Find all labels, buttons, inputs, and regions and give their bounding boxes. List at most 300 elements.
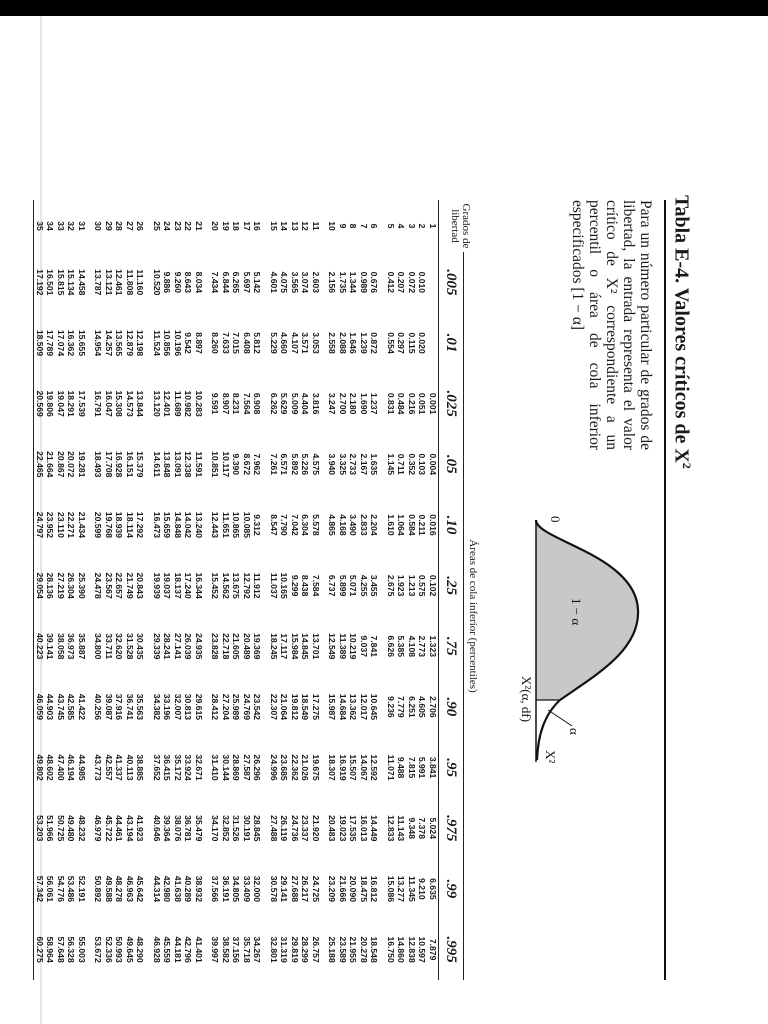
value-cell: 31.319 (279, 936, 290, 963)
value-cell: 0.211 (417, 514, 428, 536)
value-cell: 36.191 (221, 875, 231, 903)
percentile-span-header: Áreas de cola inferior (percentiles) (464, 252, 483, 980)
value-cell: 2.773 (417, 635, 428, 658)
value-cell: 3.841 (428, 756, 438, 779)
table-row (311, 200, 328, 980)
value-cell: 4.168 (338, 514, 348, 536)
value-cell: 55.003 (77, 936, 87, 963)
value-cell: 13.701 (311, 633, 321, 660)
value-cell: 44.985 (77, 754, 87, 781)
value-cell: 10.865 (231, 511, 242, 539)
value-cell: 34.800 (93, 633, 104, 660)
value-cell: 16.151 (125, 451, 135, 478)
value-cell: 22.307 (269, 693, 279, 721)
table-row (93, 200, 104, 980)
value-cell: 52.336 (104, 936, 114, 963)
value-cell: 2.088 (338, 332, 348, 354)
critical-values-table (34, 200, 483, 980)
value-cell: 32.620 (114, 633, 125, 660)
value-cell: 10.283 (194, 390, 204, 417)
value-cell: 1.344 (348, 271, 359, 294)
value-cell: 3.565 (290, 271, 300, 294)
value-cell: 15.086 (386, 875, 396, 903)
value-cell: 13.362 (348, 693, 359, 721)
value-cell: 5.229 (269, 332, 279, 354)
value-cell: 31.528 (125, 633, 135, 660)
value-cell: 26.119 (279, 815, 290, 842)
df-cell: 15 (269, 221, 279, 231)
value-cell: 15.655 (77, 329, 87, 357)
df-cell: 20 (210, 221, 221, 231)
column-header: .005 (439, 252, 464, 313)
value-cell: 26.039 (183, 633, 194, 660)
table-row (104, 200, 115, 980)
value-cell: 8.260 (210, 332, 221, 354)
value-cell: 39.141 (45, 633, 56, 660)
value-cell: 4.075 (279, 271, 290, 294)
value-cell: 6.635 (428, 878, 438, 900)
value-cell: 4.865 (327, 514, 338, 536)
value-cell: 20.278 (359, 936, 369, 963)
value-cell: 17.539 (77, 390, 87, 417)
value-cell: 0.020 (417, 332, 428, 354)
value-cell: 19.047 (56, 390, 66, 417)
value-cell: 12.792 (242, 572, 252, 599)
value-cell: 0.831 (386, 392, 396, 415)
value-cell: 8.034 (194, 271, 204, 294)
value-cell: 45.559 (162, 936, 173, 963)
value-cell: 17.192 (34, 252, 45, 313)
table-row (173, 200, 184, 980)
df-cell: 26 (135, 221, 146, 231)
value-cell: 25.188 (327, 936, 338, 963)
value-cell: 11.389 (338, 633, 348, 660)
value-cell: 35.718 (242, 936, 252, 963)
value-cell: 1.064 (396, 514, 407, 536)
value-cell: 15.452 (210, 572, 221, 599)
value-cell: 1.646 (348, 332, 359, 354)
value-cell: 10.520 (152, 269, 162, 296)
table-row (386, 200, 397, 980)
value-cell: 44.314 (152, 875, 162, 903)
value-cell: 16.501 (45, 269, 56, 296)
value-cell: 7.633 (221, 332, 231, 354)
value-cell: 0.004 (428, 453, 438, 476)
value-cell: 8.672 (242, 453, 252, 476)
value-cell: 57.342 (34, 859, 45, 920)
value-cell: 5.024 (428, 817, 438, 839)
df-cell: 12 (300, 221, 311, 231)
intro-paragraph: Para un número particular de grados de libertad, la entrada representa el valor crítico de X² correspondiente a un percentil o área de cola inferior especificados [1 − α] (569, 200, 654, 450)
column-header: .995 (439, 919, 464, 980)
value-cell: 41.401 (194, 936, 204, 963)
value-cell: 28.869 (231, 754, 242, 781)
critical-values-table-wrap (34, 200, 483, 980)
table-row (183, 200, 194, 980)
value-cell: 13.565 (114, 329, 125, 357)
df-cell: 11 (311, 221, 321, 231)
value-cell: 8.643 (183, 271, 194, 294)
value-cell: 34.805 (231, 875, 242, 903)
value-cell: 12.879 (125, 329, 135, 357)
value-cell: 9.299 (290, 574, 300, 597)
value-cell: 43.745 (56, 693, 66, 721)
alpha-label: α (567, 728, 582, 735)
value-cell: 18.307 (327, 754, 338, 781)
value-cell: 50.892 (93, 875, 104, 903)
value-cell: 28.845 (252, 815, 263, 842)
alpha-pointer (548, 710, 572, 726)
value-cell: 0.352 (407, 453, 417, 476)
df-cell: 19 (221, 221, 231, 231)
table-row (417, 200, 428, 980)
value-cell: 60.275 (34, 919, 45, 980)
value-cell: 1.923 (396, 574, 407, 597)
value-cell: 4.575 (311, 453, 321, 476)
value-cell: 38.582 (221, 936, 231, 963)
value-cell: 19.675 (311, 754, 321, 781)
value-cell: 38.058 (56, 633, 66, 660)
column-header: .75 (439, 616, 464, 677)
column-header-row (439, 200, 464, 980)
value-cell: 40.223 (34, 616, 45, 677)
lower-area-shading (536, 520, 638, 700)
value-cell: 0.115 (407, 332, 417, 354)
value-cell: 20.090 (348, 875, 359, 903)
value-cell: 17.292 (135, 511, 146, 539)
value-cell: 14.860 (396, 936, 407, 963)
value-cell: 13.787 (93, 269, 104, 296)
value-cell: 29.615 (194, 693, 204, 721)
value-cell: 23.828 (210, 633, 221, 660)
value-cell: 2.204 (369, 514, 380, 536)
df-cell: 6 (369, 223, 380, 229)
value-cell: 12.833 (386, 815, 396, 842)
value-cell: 48.602 (45, 754, 56, 781)
value-cell: 19.037 (162, 572, 173, 599)
value-cell: 41.923 (135, 815, 146, 842)
value-cell: 15.379 (135, 451, 146, 478)
df-cell: 24 (162, 221, 173, 231)
df-cell: 35 (34, 200, 45, 252)
value-cell: 13.675 (231, 572, 242, 599)
value-cell: 6.908 (252, 392, 263, 415)
value-cell: 22.657 (114, 572, 125, 599)
area-label: 1 − α (569, 598, 584, 626)
df-cell: 25 (152, 221, 162, 231)
value-cell: 13.240 (194, 511, 204, 539)
value-cell: 37.566 (210, 875, 221, 903)
value-cell: 32.801 (269, 936, 279, 963)
value-cell: 11.037 (269, 572, 279, 599)
value-cell: 0.412 (386, 271, 396, 294)
value-cell: 9.210 (417, 878, 428, 900)
value-cell: 3.053 (311, 332, 321, 354)
title-rule (664, 200, 666, 980)
value-cell: 4.605 (417, 696, 428, 718)
value-cell: 25.390 (77, 572, 87, 599)
value-cell: 20.843 (135, 572, 146, 599)
value-cell: 9.886 (162, 271, 173, 294)
df-cell: 31 (77, 221, 87, 231)
value-cell: 10.165 (279, 572, 290, 599)
value-cell: 8.438 (300, 574, 311, 597)
distribution-curve-svg (519, 510, 656, 770)
value-cell: 23.685 (279, 754, 290, 781)
value-cell: 7.790 (279, 514, 290, 536)
value-cell: 7.434 (210, 271, 221, 294)
value-cell: 3.325 (338, 453, 348, 476)
value-cell: 48.278 (114, 875, 125, 903)
value-cell: 11.143 (396, 815, 407, 842)
value-cell: 15.134 (66, 269, 77, 296)
value-cell: 14.458 (77, 269, 87, 296)
df-cell: 18 (231, 221, 242, 231)
value-cell: 39.087 (104, 693, 114, 721)
value-cell: 0.051 (417, 392, 428, 415)
value-cell: 23.337 (300, 815, 311, 842)
value-cell: 17.117 (279, 633, 290, 660)
value-cell: 0.584 (407, 514, 417, 536)
value-cell: 5.071 (348, 574, 359, 597)
value-cell: 19.281 (77, 451, 87, 478)
value-cell: 5.697 (242, 271, 252, 294)
value-cell: 53.486 (66, 875, 77, 903)
df-cell: 32 (66, 221, 77, 231)
value-cell: 30.144 (221, 754, 231, 781)
value-cell: 3.816 (311, 392, 321, 415)
value-cell: 53.203 (34, 798, 45, 859)
value-cell: 4.108 (407, 635, 417, 658)
value-cell: 23.209 (327, 875, 338, 903)
value-cell: 21.666 (338, 875, 348, 903)
value-cell: 6.408 (242, 332, 252, 354)
value-cell: 44.181 (173, 936, 183, 963)
table-row (66, 200, 77, 980)
value-cell: 42.980 (162, 875, 173, 903)
value-cell: 27.587 (242, 754, 252, 781)
value-cell: 11.651 (221, 512, 231, 538)
df-cell: 3 (407, 223, 417, 229)
value-cell: 50.993 (114, 936, 125, 963)
value-cell: 10.117 (221, 451, 231, 478)
value-cell: 9.390 (231, 453, 242, 476)
value-cell: 3.247 (327, 392, 338, 415)
value-cell: 3.490 (348, 514, 359, 536)
value-cell: 1.635 (369, 453, 380, 476)
table-row (428, 200, 439, 980)
value-cell: 26.217 (300, 875, 311, 903)
df-cell: 13 (290, 221, 300, 231)
value-cell: 18.245 (269, 633, 279, 660)
value-cell: 2.167 (359, 453, 369, 476)
value-cell: 18.137 (173, 572, 183, 599)
table-row (242, 200, 253, 980)
value-cell: 0.010 (417, 271, 428, 294)
column-header: .01 (439, 313, 464, 374)
value-cell: 50.725 (56, 815, 66, 842)
value-cell: 6.571 (279, 453, 290, 476)
value-cell: 4.107 (290, 332, 300, 354)
value-cell: 45.722 (104, 815, 114, 842)
value-cell: 17.535 (348, 815, 359, 842)
value-cell: 42.796 (183, 936, 194, 963)
value-cell: 9.488 (396, 756, 407, 779)
value-cell: 18.939 (114, 511, 125, 539)
value-cell: 21.605 (231, 633, 242, 660)
df-cell: 27 (125, 221, 135, 231)
value-cell: 44.461 (114, 815, 125, 842)
value-cell: 46.963 (125, 875, 135, 903)
value-cell: 22.465 (34, 434, 45, 495)
value-cell: 21.434 (77, 511, 87, 539)
table-row (338, 200, 349, 980)
df-cell: 2 (417, 223, 428, 229)
table-row (125, 200, 136, 980)
table-row (348, 200, 359, 980)
value-cell: 23.567 (104, 572, 114, 599)
value-cell: 4.404 (300, 392, 311, 415)
value-cell: 1.735 (338, 271, 348, 294)
value-cell: 40.256 (93, 693, 104, 721)
value-cell: 12.443 (210, 511, 221, 539)
value-cell: 48.290 (135, 936, 146, 963)
value-cell: 10.219 (348, 633, 359, 660)
value-cell: 28.136 (45, 572, 56, 599)
value-cell: 31.526 (231, 815, 242, 842)
value-cell: 34.382 (152, 693, 162, 721)
value-cell: 30.813 (183, 693, 194, 721)
value-cell: 39.997 (210, 936, 221, 963)
value-cell: 26.296 (252, 754, 263, 781)
value-cell: 22.271 (66, 511, 77, 539)
value-cell: 5.899 (338, 574, 348, 597)
value-cell: 16.928 (114, 451, 125, 478)
value-cell: 36.973 (66, 633, 77, 660)
value-cell: 6.262 (269, 392, 279, 415)
value-cell: 21.026 (300, 754, 311, 781)
column-header: .99 (439, 859, 464, 920)
value-cell: 13.844 (135, 390, 146, 417)
value-cell: 5.385 (396, 635, 407, 658)
value-cell: 48.232 (77, 815, 87, 842)
df-cell: 1 (428, 223, 438, 229)
value-cell: 18.549 (300, 693, 311, 721)
value-cell: 31.410 (210, 754, 221, 781)
value-cell: 25.989 (231, 693, 242, 721)
value-cell: 46.194 (66, 754, 77, 781)
table-row (300, 200, 311, 980)
value-cell: 17.275 (311, 693, 321, 721)
value-cell: 51.966 (45, 815, 56, 842)
value-cell: 15.308 (114, 390, 125, 417)
value-cell: 6.304 (300, 514, 311, 536)
df-cell: 21 (194, 221, 204, 231)
value-cell: 5.629 (279, 392, 290, 415)
value-cell: 16.812 (369, 875, 380, 903)
value-cell: 16.013 (359, 815, 369, 842)
df-cell: 7 (359, 223, 369, 229)
value-cell: 21.920 (311, 815, 321, 842)
value-cell (428, 313, 439, 374)
value-cell: 45.642 (135, 875, 146, 903)
value-cell: 8.231 (231, 392, 242, 415)
table-row (231, 200, 242, 980)
df-cell: 28 (114, 221, 125, 231)
value-cell: 9.236 (386, 696, 396, 718)
value-cell: 12.461 (114, 269, 125, 296)
value-cell: 20.489 (242, 633, 252, 660)
value-cell: 6.737 (327, 574, 338, 597)
value-cell: 11.591 (194, 451, 204, 478)
axis-label: X² (543, 750, 558, 764)
value-cell: 13.277 (396, 875, 407, 903)
value-cell: 20.569 (34, 373, 45, 434)
value-cell: 5.892 (290, 453, 300, 476)
value-cell: 37.156 (231, 936, 242, 963)
value-cell: 0.216 (407, 392, 417, 415)
value-cell: 18.114 (125, 512, 135, 538)
table-row (327, 200, 338, 980)
value-cell: 10.597 (417, 936, 428, 963)
value-cell: 11.524 (152, 330, 162, 356)
column-header: .95 (439, 737, 464, 798)
value-cell: 12.338 (183, 451, 194, 478)
value-cell: 12.401 (162, 390, 173, 417)
value-cell: 2.700 (338, 392, 348, 415)
value-cell: 20.483 (327, 815, 338, 842)
value-cell: 7.564 (242, 392, 252, 415)
value-cell: 18.291 (66, 390, 77, 417)
value-cell: 0.711 (396, 453, 407, 475)
value-cell: 21.955 (348, 936, 359, 963)
value-cell: 28.299 (300, 936, 311, 963)
value-cell: 1.237 (369, 392, 380, 415)
value-cell: 18.493 (93, 451, 104, 478)
value-cell: 17.789 (45, 329, 56, 357)
value-cell: 20.867 (56, 451, 66, 478)
value-cell: 2.833 (359, 514, 369, 536)
value-cell: 24.769 (242, 693, 252, 721)
value-cell: 34.267 (252, 936, 263, 963)
df-cell: 16 (252, 221, 263, 231)
df-cell: 8 (348, 223, 359, 229)
value-cell: 40.113 (125, 754, 135, 781)
df-cell: 33 (56, 221, 66, 231)
value-cell: 15.984 (290, 633, 300, 660)
value-cell: 2.603 (311, 271, 321, 294)
value-cell: 19.812 (290, 693, 300, 721)
table-row (162, 200, 173, 980)
value-cell: 4.660 (279, 332, 290, 354)
value-cell: 33.409 (242, 875, 252, 903)
table-row (269, 200, 280, 980)
value-cell: 13.121 (104, 269, 114, 296)
value-cell: 2.156 (327, 271, 338, 294)
value-cell: 8.907 (221, 392, 231, 415)
critical-value-label: X²(α, df) (519, 676, 534, 723)
value-cell: 18.509 (34, 313, 45, 374)
value-cell: 14.684 (338, 693, 348, 721)
value-cell: 2.706 (428, 696, 438, 718)
column-header: .10 (439, 495, 464, 556)
value-cell: 0.102 (428, 574, 438, 597)
value-cell: 9.591 (210, 392, 221, 415)
value-cell: 1.323 (428, 635, 438, 658)
value-cell: 27.219 (56, 572, 66, 599)
value-cell: 17.708 (104, 451, 114, 478)
value-cell: 30.578 (269, 875, 279, 903)
